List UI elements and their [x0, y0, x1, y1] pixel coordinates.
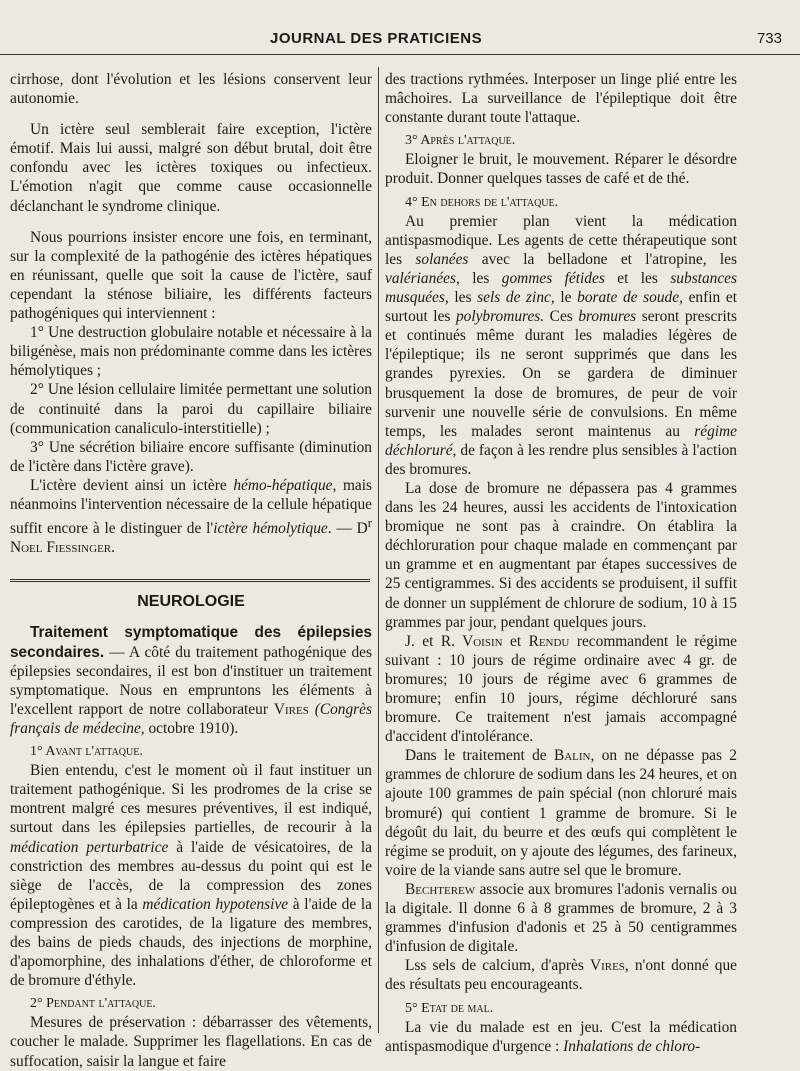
- column-divider: [378, 67, 379, 1033]
- paragraph: des tractions rythmées. Interposer un linge plié entre les mâchoires. La surveillance de l'épileptique doit être constante durant toute l'attaque.: [385, 71, 737, 127]
- paragraph: cirrhose, dont l'évolution et les lésions conservent leur autonomie.: [10, 71, 372, 108]
- journal-title: JOURNAL DES PRATICIENS: [270, 30, 483, 47]
- paragraph: Bien entendu, c'est le moment où il faut instituer un traitement pathogénique. Si les prodromes de la crise se montrent malgré ces mesures préventives, il est indiqué, surtout dans les épilepsies partielles, de recourir à la médication perturbatrice à l'aide de vésicatoires, de la constriction des membres au-dessus du point qui est le siège de l'accès, de la compression des zones épileptogènes et à la médication hypotensive à l'aide de la compression des carotides, de la ligature des membres, des bains de pieds chauds, des injections de morphine, d'apomorphine, des inhalations d'éther, de chloroforme et de bromure d'éthyle.: [10, 762, 372, 990]
- section-rule: [10, 579, 370, 582]
- header-rule: [0, 54, 800, 55]
- paragraph: Un ictère seul semblerait faire exception, l'ictère émotif. Mais lui aussi, malgré son début brutal, doit être confondu avec les ictères toxiques ou infectieux. L'émotion n'agit que comme cause occasionnelle déclanchant le syndrome clinique.: [10, 121, 372, 215]
- left-column: [10, 70, 373, 1070]
- list-item: 1° Une destruction globulaire notable et nécessaire à la biligénèse, mais non prédominante comme dans les ictères hémolytiques ;: [10, 324, 372, 380]
- right-column: [385, 70, 738, 1055]
- page-number: 733: [756, 30, 782, 47]
- paragraph: La vie du malade est en jeu. C'est la médication antispasmodique d'urgence : Inhalations de chloro-: [385, 1018, 737, 1055]
- paragraph: Au premier plan vient la médication antispasmodique. Les agents de cette thérapeutique sont les solanées avec la belladone et l'atropine, les valérianées, les gommes fétides et les substances musquées, les sels de zinc, le borate de soude, enfin et surtout les polybromures. Ces bromures seront prescrits et continués même durant les maladies légères de l'épileptique; ils ne seront supprimés que dans les grandes pyrexies. On se gardera de diminuer brusquement la dose de bromures, de peur de voir survenir une nouvelle série de convulsions. En même temps, les malades seront maintenus au régime déchloruré, de façon à les rendre plus sensibles à l'action des bromures.: [385, 212, 738, 478]
- subheading: 3° Après l'attaque.: [405, 133, 516, 149]
- paragraph: L'ictère devient ainsi un ictère hémo-hépatique, mais néanmoins l'intervention nécessaire de la cellule hépatique suffit encore à le distinguer de l'ictère hémolytique. — $D^r$ Noel Fiessinger.: [10, 476, 373, 557]
- subheading: 4° En dehors de l'attaque.: [405, 194, 559, 210]
- subheading: 1° Avant l'attaque.: [30, 744, 143, 760]
- paragraph: Lss sels de calcium, d'après Vires, n'ont donné que des résultats peu encourageants.: [385, 957, 738, 994]
- paragraph: Nous pourrions insister encore une fois, en terminant, sur la complexité de la pathogénie des ictères hépatiques en réunissant, quelle que soit la cause de l'ictère, sauf cependant la sténose biliaire, les différents facteurs pathogéniques qui interviennent :: [10, 228, 372, 323]
- article-title: Traitement symptomatique des épilepsies secondaires.: [10, 624, 372, 661]
- section-title: NEUROLOGIE: [137, 593, 245, 611]
- subheading: 2° Pendant l'attaque.: [30, 996, 156, 1012]
- page-header: [0, 30, 800, 52]
- subheading: 5° Etat de mal.: [405, 1000, 494, 1016]
- list-item: 2° Une lésion cellulaire limitée permettant une solution de continuité dans la paroi du capillaire biliaire (communication canaliculo-interstitielle) ;: [10, 381, 372, 437]
- paragraph: Bechterew associe aux bromures l'adonis vernalis ou la digitale. Il donne 6 à 8 grammes de bromure, 2 à 3 grammes d'infusion d'adonis et 25 à 50 centigrammes d'infusion de digitale.: [385, 880, 737, 956]
- author-signature: Noel Fiessinger.: [10, 539, 115, 557]
- paragraph: La dose de bromure ne dépassera pas 4 grammes dans les 24 heures, aussi les accidents de l'intoxication bromique ne sont pas à craindre. On établira la déchloruration pour chaque malade en commençant par un gramme et en augmentant par étapes successives de 25 centigrammes. Si des accidents se produisent, il suffit de donner un supplément de chlorure de sodium, 10 à 15 grammes par jour, pendant quelques jours.: [385, 479, 737, 631]
- paragraph: Eloigner le bruit, le mouvement. Réparer le désordre produit. Donner quelques tasses de café et de thé.: [385, 151, 737, 188]
- paragraph: Mesures de préservation : débarrasser des vêtements, coucher le malade. Supprimer les flagellations. En cas de suffocation, saisir la langue et faire: [10, 1014, 372, 1070]
- list-item: 3° Une sécrétion biliaire encore suffisante (diminution de l'ictère dans l'ictère grave).: [10, 438, 372, 475]
- paragraph: Dans le traitement de Balin, on ne dépasse pas 2 grammes de chlorure de sodium dans les 24 heures, et on ajoute 100 grammes de pain spécial (non chloruré mais bromuré) qui contient 1 gramme de bromure. Si le dégoût du lait, du beurre et des œufs qui complètent le régime se produit, on y ajoute des légumes, des farineux, voire de la viande sans autre sel que le bromure.: [385, 747, 737, 879]
- paragraph: Traitement symptomatique des épilepsies secondaires. — A côté du traitement pathogénique des épilepsies secondaires, il est bon d'instituer un traitement symptomatique. Nous en empruntons les éléments à l'excellent rapport de notre collaborateur Vires (Congrès français de médecine, octobre 1910).: [10, 624, 372, 737]
- paragraph: J. et R. Voisin et Rendu recommandent le régime suivant : 10 jours de régime ordinaire avec 4 gr. de bromures; 10 jours de régime avec 6 grammes de bromure; enfin 10 jours, régime déchloruré sans bromure. Ce traitement n'est jamais accompagné d'accident d'intolérance.: [385, 632, 737, 746]
